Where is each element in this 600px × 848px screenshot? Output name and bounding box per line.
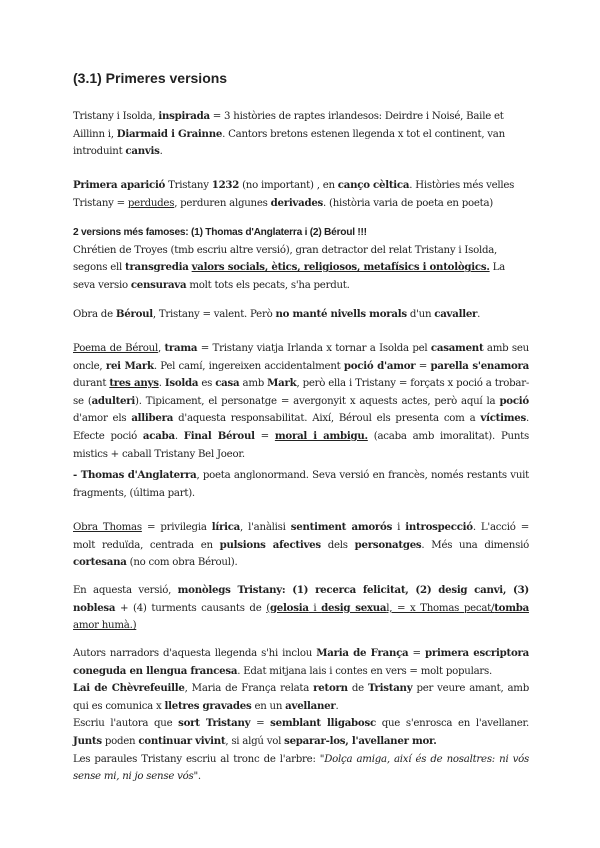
bold-text: Final Béroul [183, 429, 255, 442]
text: ). Tipicament, el personatge = avergonyit x aquests actes, però aquí la [135, 395, 500, 407]
text: La seva versio [73, 262, 505, 291]
text: . [477, 309, 481, 320]
paragraph-thomas [73, 467, 529, 502]
bold-underlined-text: tres anys [109, 377, 159, 390]
bold-text: censurava [130, 278, 187, 291]
bold-text: - Thomas d'Anglaterra [73, 469, 197, 481]
text: es [198, 378, 216, 390]
text: . (història varia de poeta en poeta) [323, 197, 494, 209]
paragraph-beroul-poem [73, 340, 529, 463]
bold-underlined-text: moral i ambigu. [274, 429, 368, 442]
text: En aquesta versió, [73, 585, 178, 596]
bold-text: Tristany [367, 682, 413, 695]
bold-text: retorn [313, 682, 348, 695]
text: durant [73, 378, 110, 390]
bold-text: Isolda [164, 377, 199, 390]
bold-text: separar-los, l'avellaner mor. [284, 734, 437, 747]
bold-text: allibera [131, 412, 174, 425]
paragraph-thomas-work [73, 519, 529, 572]
underlined-text: i [308, 602, 322, 614]
bold-underlined-text: gelosia [269, 601, 309, 614]
bold-text: lletres gravades [164, 699, 252, 712]
bold-text: transgredia [124, 261, 189, 274]
bold-text: Diarmaid i Grainne [116, 127, 223, 140]
text: . L'acció = molt reduïda, centrada en [73, 522, 529, 551]
text: d'un [406, 309, 435, 320]
text: (acaba amb imoralitat). Punts mistics + caball Tristany Bel Joeor. [73, 430, 529, 460]
text: i [392, 522, 406, 533]
bold-text: cortesana [73, 556, 127, 569]
paragraph-monologues [73, 582, 529, 635]
text: d'aquesta responsabilitat. Així, Béroul els presenta com a [173, 413, 481, 425]
bold-text: canço cèltica [337, 179, 410, 191]
text: . Efecte poció [73, 413, 529, 442]
bold-text: introspecció [405, 521, 473, 533]
text: amb [239, 378, 268, 390]
text: , poeta anglonormand. Seva versió en francès, només restants vuit fragments, (última part). [73, 470, 529, 499]
bold-text: lírica [211, 521, 241, 533]
paragraph-first-appearance [73, 177, 529, 212]
bold-text: casa [215, 377, 240, 390]
bold-text: sentiment amorós [290, 521, 393, 533]
text: = [415, 360, 431, 372]
text: d'amor els [73, 413, 132, 425]
paragraph-maria-de-franca [73, 645, 529, 786]
bold-text: Lai de Chèvrefeuille [73, 682, 185, 695]
text: Obra de [73, 309, 116, 320]
underlined-text: Poema de Béroul [73, 343, 158, 354]
text: . Pel camí, ingereixen accidentalment [153, 360, 344, 372]
text: = Tristany viatja Irlanda x tornar a Isolda pel [197, 343, 431, 354]
text: . Edat mitjana lais i contes en vers = molt populars. [237, 665, 492, 677]
text: per veure amant, amb qui es comunica x [73, 683, 529, 712]
text: Tristany [165, 180, 212, 191]
bold-text: poció d'amor [343, 359, 416, 372]
bold-text: víctimes [480, 412, 526, 425]
text: en un [251, 700, 286, 712]
bold-text: monòlegs Tristany: (1) recerca felicitat, (2) desig canvi, (3) noblesa [73, 584, 529, 614]
text: . [158, 378, 165, 390]
text: , perduren algunes [174, 197, 271, 209]
bold-text: sort Tristany [178, 717, 251, 730]
bold-text: cavaller [434, 308, 478, 320]
text: dels [320, 539, 355, 551]
text: , però ella i Tristany = forçats x poció a trobar-se ( [73, 378, 530, 407]
text: . Cantors bretons estenen llegenda x tot el continent, van introduint [73, 128, 505, 158]
text: . Més una dimensió [421, 539, 529, 551]
text: . [197, 771, 201, 783]
section-heading: (3.1) Primeres versions [73, 70, 228, 86]
text: , [157, 343, 165, 354]
bold-text: Mark [267, 377, 297, 390]
bold-text: primera escriptora coneguda en llengua francesa [73, 647, 529, 677]
text: que s'enrosca en l'avellaner. [375, 718, 529, 730]
bold-text: poció [499, 394, 529, 407]
bold-text: Béroul [115, 308, 153, 320]
text: = [254, 430, 275, 442]
bold-text: personatges [354, 538, 422, 551]
text: , si algú vol [225, 735, 285, 747]
paragraph-beroul-work [73, 306, 529, 324]
bold-text: casament [430, 342, 484, 354]
text: Tristany i Isolda, [73, 111, 159, 122]
text: . [335, 700, 339, 712]
bold-text: canvis [125, 145, 160, 158]
text: = [250, 718, 271, 730]
bold-underlined-text: tomba [494, 601, 529, 614]
underlined-text: l, = x Thomas pecat/ [386, 602, 495, 614]
underlined-text: ( [266, 602, 270, 614]
bold-text: semblant lligabosc [270, 717, 376, 730]
text: amb seu oncle, [73, 343, 529, 372]
bold-text: acaba [142, 429, 175, 442]
text: (no important) , en [239, 180, 338, 191]
text: . Històries més velles Tristany = [73, 180, 515, 209]
bold-text: rei Mark [105, 359, 154, 372]
underlined-text: perdudes [127, 197, 175, 209]
text: Autors narradors d'aquesta llegenda s'hi inclou [73, 648, 317, 659]
bold-text: avellaner [285, 699, 336, 712]
bold-text: continuar vivint [138, 734, 226, 747]
text: de [347, 683, 368, 695]
text: , l'anàlisi [240, 522, 291, 533]
text: . [174, 430, 184, 442]
bold-text: Primera aparició [73, 179, 166, 191]
text: = 3 històries de raptes irlandesos: Deirdre i Noisé, Baile et Aillinn i, [73, 111, 504, 140]
bold-text: derivades [270, 196, 324, 209]
text: + (4) turments causants de [115, 602, 267, 614]
bold-underlined-text: desig sexua [321, 601, 387, 614]
text: = [408, 648, 425, 659]
text: Chrétien de Troyes (tmb escriu altre versió), gran detractor del relat Tristany i Isolda, segons ell [73, 244, 498, 274]
paragraph-origins [73, 108, 529, 161]
text: (no com obra Béroul). [126, 557, 238, 569]
bold-text: pulsions afectives [219, 538, 321, 551]
text: , Maria de França relata [184, 683, 314, 695]
subheading: 2 versions més famoses: (1) Thomas d'Anglaterra i (2) Béroul !!! [73, 227, 367, 238]
text: . [159, 146, 163, 158]
underlined-text: amor humà.) [73, 620, 137, 632]
bold-text: Maria de França [316, 647, 409, 659]
underlined-text: Obra Thomas [73, 522, 142, 533]
text: = privilegia [141, 522, 212, 533]
text: Escriu l'autora que [73, 718, 179, 730]
text: poden [101, 735, 139, 747]
bold-text: adulteri [91, 394, 135, 407]
bold-text: trama [164, 342, 198, 354]
bold-text: 1232 [211, 179, 240, 191]
text: molt tots els pecats, s'ha perdut. [186, 279, 350, 291]
text: , Tristany = valent. Però [152, 309, 276, 320]
paragraph-two-versions [73, 224, 529, 294]
italic-quote: "Dolça amiga, així és de nosaltres: ni vós sense mi, ni jo sense vós" [73, 753, 529, 783]
bold-text: parella s'enamora [430, 359, 529, 372]
bold-text: Junts [73, 734, 102, 747]
bold-text: no manté nivells morals [275, 308, 407, 320]
bold-text: inspirada [158, 110, 210, 122]
bold-underlined-text: valors socials, ètics, religiosos, metafísics i ontològics. [191, 261, 490, 274]
text: Les paraules Tristany escriu al tronc de l'arbre: [73, 753, 320, 765]
